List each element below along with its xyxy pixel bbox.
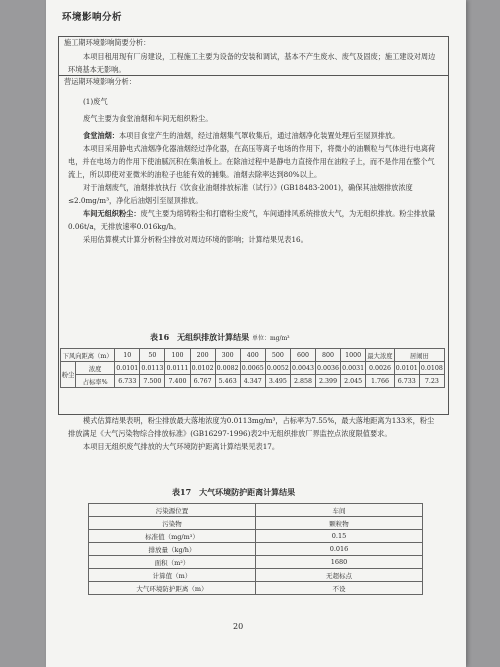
table16-conc-cell: 0.0026 (366, 362, 395, 375)
table-row (89, 504, 423, 517)
table16-distance-cell: 200 (190, 349, 215, 362)
table16-conc-cell: 0.0036 (316, 362, 341, 375)
table16-caption (150, 332, 290, 343)
table16-distance-cell: 500 (265, 349, 290, 362)
table17-label-cell: 污染物 (89, 517, 256, 530)
table16-conc-cell: 0.0043 (290, 362, 315, 375)
paragraph-1: 废气主要为食堂油烟和车间无组织粉尘。 (83, 114, 213, 123)
table-row (61, 375, 445, 388)
table-row (89, 569, 423, 582)
construction-title: 施工期环境影响简要分析： (64, 38, 151, 47)
table17-label-cell: 计算值（m） (89, 569, 256, 582)
table16-ratio-cell: 3.495 (265, 375, 290, 388)
paragraph-5 (68, 207, 438, 233)
construction-paragraph: 本项目租用现有厂房建设，工程施工主要为设备的安装和调试，基本不产生废水、废气及固废；施工建设对周边环境基本无影响。 (68, 52, 436, 74)
section-heading: 环境影响分析 (62, 12, 123, 23)
table17-label-cell: 大气环境防护距离（m） (89, 582, 256, 595)
operation-title: 营运期环境影响分析： (64, 77, 136, 86)
table17-label-cell: 排放量（kg/h） (89, 543, 256, 556)
table16-ratio-cell: 6.733 (115, 375, 140, 388)
table16-conc-cell: 0.0082 (215, 362, 240, 375)
table16-ratio-cell: 6.733 (394, 375, 419, 388)
table16-conc-label: 浓度 (76, 362, 115, 375)
paragraph-2 (68, 129, 438, 142)
paragraph-7: 模式估算结果表明，粉尘排放最大落地浓度为0.0113mg/m³，占标率为7.55%，最大落地距离为133米，粉尘排放满足《大气污染物综合排放标准》(GB16297-1996)表2中无组织排放厂界监控点浓度限值要求。 (68, 416, 435, 438)
table16-ratio-cell: 1.766 (366, 375, 395, 388)
item-waste-gas: (1)废气 (83, 97, 108, 106)
table16-distance-cell: 居闹田 (394, 349, 444, 362)
table17-value-cell: 不设 (256, 582, 423, 595)
table17-value-cell: 0.016 (256, 543, 423, 556)
table16 (60, 348, 445, 388)
table16-row-header: 下风向距离（m） (61, 349, 115, 362)
table16-conc-cell: 0.0101 (394, 362, 419, 375)
table17-caption: 表17 大气环境防护距离计算结果 (172, 487, 296, 497)
table16-distance-cell: 10 (115, 349, 140, 362)
table-row (89, 556, 423, 569)
table16-ratio-cell: 7.400 (165, 375, 190, 388)
table-row (61, 349, 445, 362)
table16-conc-cell: 0.0113 (140, 362, 165, 375)
table17-value-cell: 无超标点 (256, 569, 423, 582)
table-row (89, 582, 423, 595)
table16-pollutant: 粉尘 (61, 362, 76, 388)
table17-value-cell: 颗粒物 (256, 517, 423, 530)
table17-value-cell: 0.15 (256, 530, 423, 543)
table16-distance-cell: 600 (290, 349, 315, 362)
table16-conc-cell: 0.0102 (190, 362, 215, 375)
operation-body (68, 95, 438, 246)
table-row (89, 543, 423, 556)
table16-ratio-cell: 7.500 (140, 375, 165, 388)
table16-distance-cell: 50 (140, 349, 165, 362)
table16-conc-cell: 0.0108 (419, 362, 444, 375)
table16-distance-cell: 800 (316, 349, 341, 362)
table16-conc-cell: 0.0031 (341, 362, 366, 375)
table17-value-cell: 1680 (256, 556, 423, 569)
table16-ratio-cell: 2.045 (341, 375, 366, 388)
table16-ratio-cell: 6.767 (190, 375, 215, 388)
table-row (89, 530, 423, 543)
table16-conc-cell: 0.0065 (240, 362, 265, 375)
table16-distance-cell: 300 (215, 349, 240, 362)
table17-value-cell: 车间 (256, 504, 423, 517)
table16-distance-cell: 400 (240, 349, 265, 362)
table16-unit: 单位：mg/m³ (251, 335, 290, 342)
table17-label-cell: 污染源位置 (89, 504, 256, 517)
table17 (88, 503, 423, 595)
paragraph-6: 采用估算模式计算分析粉尘排放对周边环境的影响；计算结果见表16。 (83, 235, 308, 244)
paragraph-5-text: 废气主要为熔铸粉尘和打磨粉尘废气，车间通排风系统排放大气，为无组织排放。粉尘排放量0.06t/a，无排放速率0.016kg/h。 (68, 209, 436, 231)
table16-distance-cell: 最大浓度 (366, 349, 395, 362)
table-row (89, 517, 423, 530)
construction-text (68, 50, 438, 76)
table16-conc-cell: 0.0111 (165, 362, 190, 375)
paragraph-8: 本项目无组织废气排放的大气环境防护距离计算结果见表17。 (83, 442, 280, 451)
paragraph-3: 本项目采用静电式油烟净化器油烟经过净化器，在高压等离子电场的作用下，将微小的油颗粒与气体进行电离荷电，并在电场力的作用下使油腻沉积在集油板上。在除油过程中是静电力直接作用在油粒子上，而不是作用在整个气流上，所以即使对亚微米的油粒子也能有效的捕集。油烟去除率达到80%以上。 (68, 144, 436, 179)
table16-conc-cell: 0.0101 (115, 362, 140, 375)
paragraph-2-lead: 食堂油烟： (83, 131, 119, 140)
paragraph-4: 对于油烟废气，油烟排放执行《饮食业油烟排放标准（试行）》(GB18483-2001)，确保其油烟排放浓度≤2.0mg/m³，净化后油烟引至屋顶排放。 (68, 183, 413, 205)
table16-distance-cell: 100 (165, 349, 190, 362)
table16-ratio-cell: 4.347 (240, 375, 265, 388)
table16-ratio-cell: 2.858 (290, 375, 315, 388)
table-row (61, 362, 445, 375)
table16-ratio-label: 占标率% (76, 375, 115, 388)
table17-label-cell: 标准值（mg/m³） (89, 530, 256, 543)
table16-conc-cell: 0.0052 (265, 362, 290, 375)
table16-caption-text: 表16 无组织排放计算结果 (150, 332, 250, 342)
after-table-body (68, 414, 438, 453)
table16-distance-cell: 1000 (341, 349, 366, 362)
table17-label-cell: 面积（m²） (89, 556, 256, 569)
page-number: 20 (233, 622, 244, 631)
table16-ratio-cell: 7.23 (419, 375, 444, 388)
table16-ratio-cell: 5.463 (215, 375, 240, 388)
paragraph-2-text: 本项目食堂产生的油烟，经过油烟集气罩收集后，通过油烟净化装置处理后至屋顶排放。 (118, 131, 400, 140)
table16-ratio-cell: 2.399 (316, 375, 341, 388)
paragraph-5-lead: 车间无组织粉尘： (83, 209, 141, 218)
